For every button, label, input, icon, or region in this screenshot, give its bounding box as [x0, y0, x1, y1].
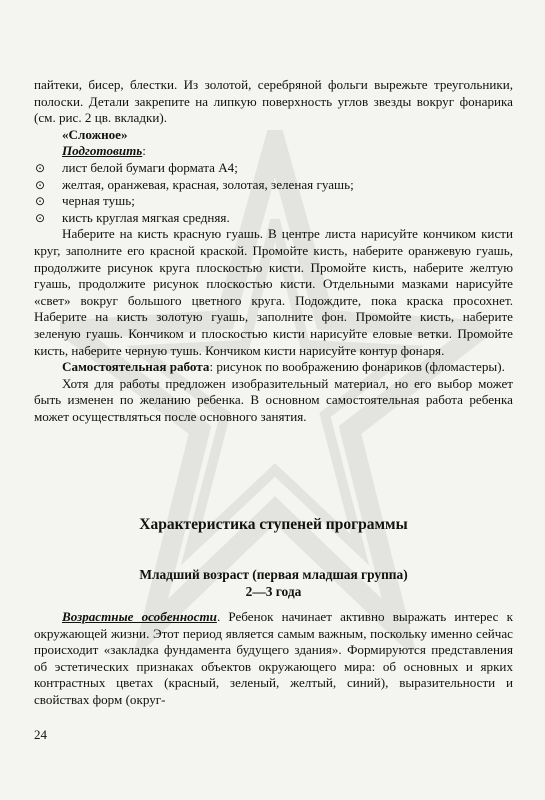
list-item — [34, 177, 513, 194]
prepare-heading: Подготовить — [62, 143, 143, 159]
circle-dot-icon: ⊙ — [35, 177, 46, 192]
prepare-heading-line — [34, 143, 513, 160]
age-features-lead: Возрастные особенности — [62, 609, 217, 624]
complex-heading: «Сложное» — [62, 126, 128, 142]
paragraph-continuation: пайтеки, бисер, блестки. Из золотой, серебряной фольги вырежьте треугольники, полоски. Детали закрепите на липкую поверхность углов звезды вокруг фонарика (см. рис. 2 цв. вкладки). — [34, 77, 513, 126]
independent-work-text: : рисунок по воображению фонариков (фломастеры). — [209, 359, 505, 375]
list-item — [34, 160, 513, 177]
age-features-section — [34, 609, 513, 709]
page-number: 24 — [34, 727, 47, 742]
age-features-text: . Ребенок начинает активно выражать интерес к окружающей жизни. Этот период является самым важным, поскольку именно сейчас происходит «закладка фундамента будущего здания». Формируются представления об эстетических признаках объектов окружающего мира: об основных и ярких контрастных цветах (красный, зеленый, желтый, синий), выразительности и свойствах форм (округ- — [34, 609, 513, 707]
materials-list — [34, 160, 513, 226]
circle-dot-icon: ⊙ — [35, 160, 46, 175]
list-item — [34, 210, 513, 227]
list-item — [34, 193, 513, 210]
age-features-paragraph — [34, 609, 513, 709]
list-item-text: черная тушь; — [62, 193, 135, 209]
independent-work-paragraph — [34, 359, 513, 376]
section-title: Характеристика ступеней программы — [139, 516, 408, 533]
note-paragraph: Хотя для работы предложен изобразительный материал, но его выбор может быть изменен по желанию ребенка. В основном самостоятельная работа ребенка может осуществляться после основного занятия. — [34, 375, 513, 424]
age-group-heading — [34, 566, 513, 600]
list-item-text: кисть круглая мягкая средняя. — [62, 209, 230, 225]
list-item-text: лист белой бумаги формата А4; — [62, 159, 238, 175]
instruction-paragraph: Наберите на кисть красную гуашь. В центре листа нарисуйте кончиком кисти круг, заполните его красной краской. Промойте кисть, наберите оранжевую гуашь, продолжите рисунок круга плоскостью кисти. Промойте кисть, наберите желтую гуашь, продолжите рисунок плоскостью кисти. Отдельными мазками нарисуйте «свет» вокруг большого цветного круга. Подождите, пока краска просохнет. Наберите на кисть золотую гуашь, заполните фон. Промойте кисть, наберите зеленую гуашь. Кончиком и плоскостью кисти нарисуйте еловые ветки. Промойте кисть, наберите черную тушь. Кончиком кисти нарисуйте контур фонаря. — [34, 226, 513, 358]
age-range: 2—3 года — [245, 584, 302, 599]
main-text — [34, 77, 513, 425]
list-item-text: желтая, оранжевая, красная, золотая, зеленая гуашь; — [62, 176, 354, 192]
circle-dot-icon: ⊙ — [35, 210, 46, 225]
independent-work-label: Самостоятельная работа — [62, 359, 210, 375]
age-group-title: Младший возраст (первая младшая группа) — [139, 567, 408, 582]
prepare-colon: : — [142, 143, 146, 159]
circle-dot-icon: ⊙ — [35, 194, 46, 209]
